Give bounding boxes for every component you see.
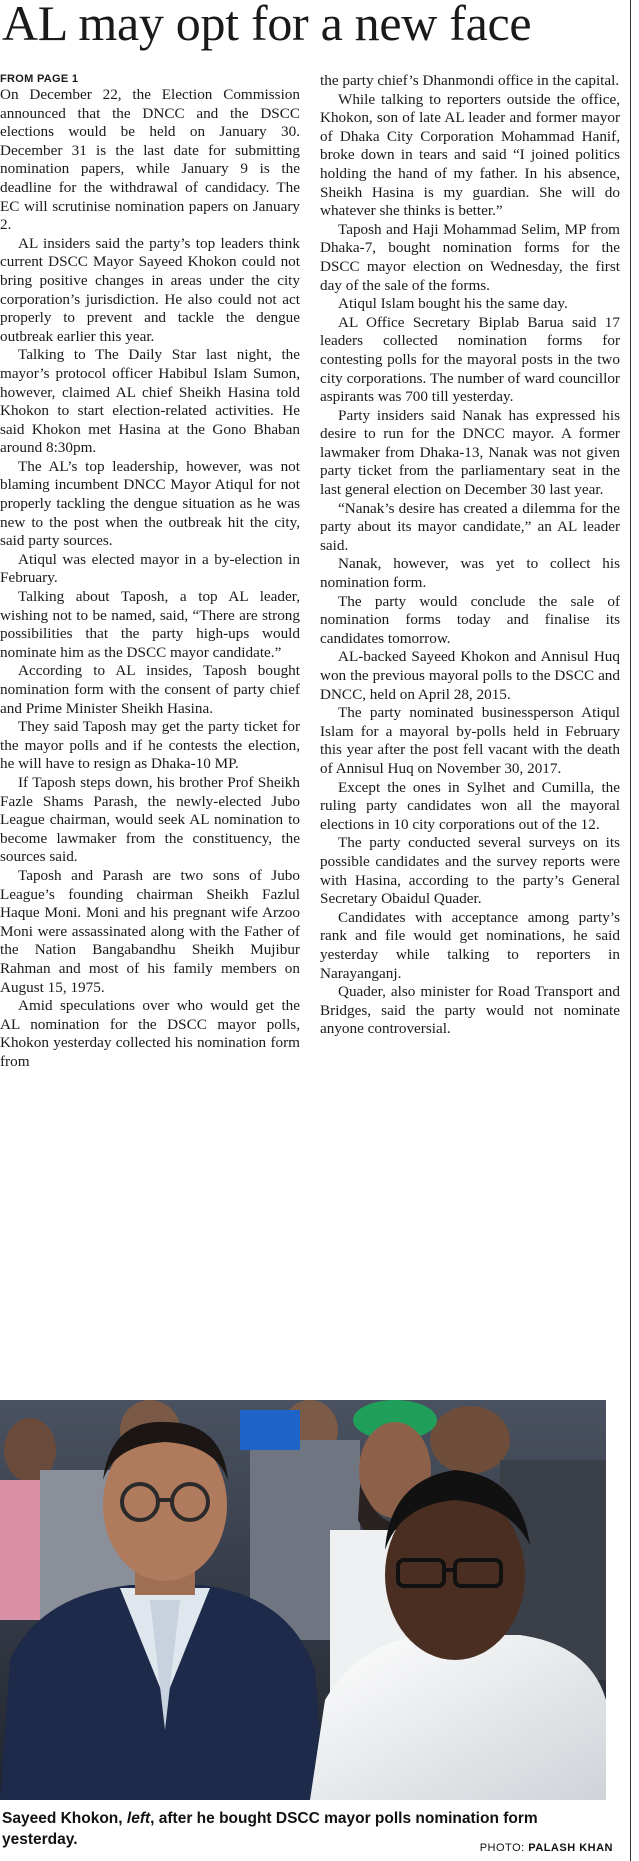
paragraph: the party chief’s Dhanmondi office in the capital. <box>320 72 620 89</box>
paragraph: Talking to The Daily Star last night, the mayor’s protocol officer Habibul Islam Sumon, however, claimed AL chief Sheikh Hasina told Khokon to start election-related activities. He said Khokon met Hasina at the Gono Bhaban around 8:30pm. <box>0 346 300 457</box>
paragraph: Amid speculations over who would get the AL nomination for the DSCC mayor polls, Khokon yesterday collected his nomination form from <box>0 997 300 1070</box>
continuation-label: FROM PAGE 1 <box>0 73 79 85</box>
photo-credit-name: PALASH KHAN <box>528 1842 613 1854</box>
paragraph: On December 22, the Election Commission announced that the DNCC and the DSCC elections would be held on January 30. December 31 is the last date for submitting nomination papers, while January 9 is the deadline for the withdrawal of candidacy. The EC will scrutinise nomination papers on January 2. <box>0 86 300 234</box>
paragraph: The party nominated businessperson Atiqul Islam for a mayoral by-polls held in February this year after the post fell vacant with the death of Annisul Huq on November 30, 2017. <box>320 704 620 777</box>
paragraph: Talking about Taposh, a top AL leader, wishing not to be named, said, “There are strong possibilities that the party high-ups would nominate him as the DSCC mayor candidate.” <box>0 588 300 661</box>
photo-illustration <box>0 1400 606 1800</box>
caption-name: Sayeed Khokon, <box>2 1810 127 1827</box>
paragraph: Atiqul Islam bought his the same day. <box>338 295 568 313</box>
paragraph: AL-backed Sayeed Khokon and Annisul Huq won the previous mayoral polls to the DSCC and DNCC, held on April 28, 2015. <box>320 648 620 703</box>
paragraph: AL Office Secretary Biplab Barua said 17 leaders collected nomination forms for contesting polls for the mayoral posts in the two city corporations. The number of ward councillor aspirants was 700 till yesterday. <box>320 313 620 406</box>
paragraph: Except the ones in Sylhet and Cumilla, the ruling party candidates won all the mayoral elections in 10 city corporations out of the 12. <box>320 778 620 833</box>
paragraph: The AL’s top leadership, however, was not blaming incumbent DNCC Mayor Atiqul for not properly tackling the dengue situation as he was new to the post when the outbreak hit the city, said party sources. <box>0 457 300 550</box>
paragraph: Candidates with acceptance among party’s rank and file would get nominations, he said yesterday while talking to reporters in Narayanganj. <box>320 908 620 982</box>
photo-credit <box>480 1842 613 1854</box>
paragraph: Atiqul was elected mayor in a by-election in February. <box>0 550 300 587</box>
paragraph: The party conducted several surveys on its possible candidates and the survey reports were with Hasina, according to the party’s General Secretary Obaidul Quader. <box>320 834 620 908</box>
headline: AL may opt for a new face <box>2 0 532 51</box>
article-column-2 <box>320 72 620 1372</box>
photo-credit-label: PHOTO: <box>479 1842 529 1854</box>
paragraph: According to AL insides, Taposh bought nomination form with the consent of party chief and Prime Minister Sheikh Hasina. <box>0 662 300 717</box>
paragraph: Taposh and Haji Mohammad Selim, MP from Dhaka-7, bought nomination forms for the DSCC mayor election on Wednesday, the first day of the sale of the forms. <box>320 220 620 294</box>
paragraph: Party insiders said Nanak has expressed his desire to run for the DNCC mayor. A former lawmaker from Dhaka-13, Nanak was not given party ticket from the parliamentary seat in the last general election on December 30 last year. <box>320 406 620 499</box>
caption-text: , after he bought DSCC mayor polls nomination form yesterday. <box>2 1810 538 1848</box>
news-photo <box>0 1400 606 1800</box>
paragraph: AL insiders said the party’s top leaders think current DSCC Mayor Sayeed Khokon could not bring positive changes in areas under the city corporation’s jurisdiction. He also could not act properly to prevent and tackle the dengue outbreak earlier this year. <box>0 234 300 345</box>
paragraph: “Nanak’s desire has created a dilemma for the party about its mayor candidate,” an AL leader said. <box>320 499 620 554</box>
article-column-1 <box>0 72 300 1372</box>
paragraph: If Taposh steps down, his brother Prof Sheikh Fazle Shams Parash, the newly-elected Jubo League chairman, would seek AL nomination to become lawmaker from the constituency, the sources said. <box>0 773 300 866</box>
paragraph: They said Taposh may get the party ticket for the mayor polls and if he contests the election, he will have to resign as Dhaka-10 MP. <box>0 718 300 773</box>
paragraph: The party would conclude the sale of nomination forms today and finalise its candidates tomorrow. <box>320 592 620 647</box>
column-rule <box>630 0 631 1861</box>
paragraph: Quader, also minister for Road Transport and Bridges, said the party would not nominate anyone controversial. <box>320 983 620 1038</box>
caption-position: left <box>126 1810 151 1827</box>
paragraph: While talking to reporters outside the office, Khokon, son of late AL leader and former mayor of Dhaka City Corporation Mohammad Hanif, broke down in tears and said “I joined politics holding the hand of my father. In his absence, Sheikh Hasina is my guardian. She will do whatever she thinks is better.” <box>320 90 620 220</box>
paragraph: Taposh and Parash are two sons of Jubo League’s founding chairman Sheikh Fazlul Haque Moni. Moni and his pregnant wife Arzoo Moni were assassinated along with the Father of the Nation Bangabandhu Sheikh Mujibur Rahman and most of his family members on August 15, 1975. <box>0 866 300 996</box>
article-body <box>0 72 626 1372</box>
paragraph: Nanak, however, was yet to collect his nomination form. <box>320 555 620 592</box>
